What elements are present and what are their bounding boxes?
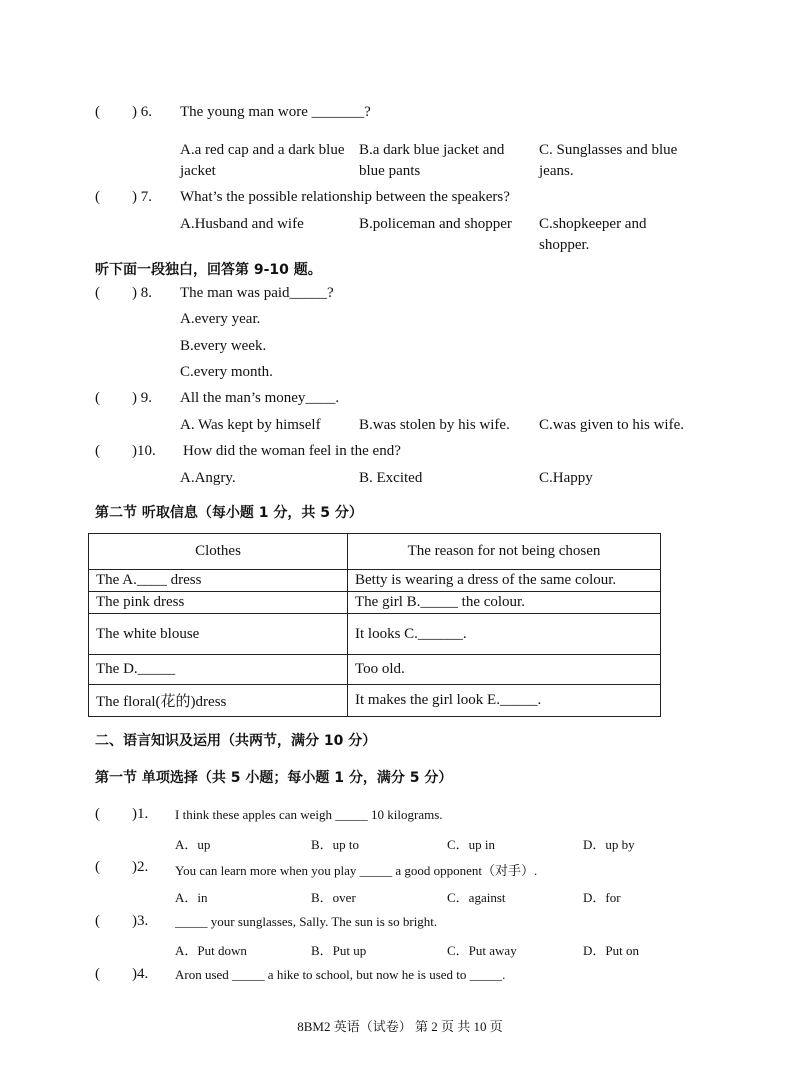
mc3-option-a: A．Put down [175,943,247,958]
mc1-option-d: D．up by [583,837,635,852]
monologue-instruction: 听下面一段独白，回答第 9-10 题。 [95,262,322,278]
q8-paren-open: ( [95,285,100,301]
mc2-question: You can learn more when you play _____ a good opponent（对手）. [175,863,538,878]
mc4-question: Aron used _____ a hike to school, but now he is used to _____. [175,967,506,982]
q10-number: )10. [132,443,156,459]
mc2-option-c: C．against [447,890,506,905]
section2-title: 第二节 听取信息（每小题 1 分，共 5 分） [95,505,363,521]
mc1-option-a: A．up [175,837,211,852]
q9-option-b: B.was stolen by his wife. [359,417,510,433]
q6-paren-open: ( [95,104,100,120]
table-row [89,592,661,614]
part2-section1-title: 第一节 单项选择（共 5 小题；每小题 1 分，满分 5 分） [95,770,453,786]
mc1-paren-open: ( [95,806,100,822]
mc2-option-a: A．in [175,890,208,905]
page-footer: 8BM2 英语（试卷） 第 2 页 共 10 页 [297,1019,503,1034]
mc2-option-b: B．over [311,890,356,905]
q6-question: The young man wore _______? [180,104,371,120]
table-cell: Too old. [348,655,661,685]
q9-number: ) 9. [132,390,152,406]
table-row [89,614,661,655]
q7-paren-open: ( [95,189,100,205]
q7-option-b: B.policeman and shopper [359,216,512,232]
q8-number: ) 8. [132,285,152,301]
table-cell: The A.____ dress [89,570,348,592]
mc3-option-c: C．Put away [447,943,517,958]
q7-number: ) 7. [132,189,152,205]
q7-option-c: C.shopkeeper and shopper. [539,216,647,253]
mc4-number: )4. [132,966,149,982]
table-header-row [89,534,661,570]
q6-option-b: B.a dark blue jacket and blue pants [359,142,505,179]
q10-option-b: B. Excited [359,470,423,486]
q10-paren-open: ( [95,443,100,459]
table-row [89,685,661,717]
table-cell: It looks C.______. [348,614,661,655]
info-table [88,533,661,717]
mc4-paren-open: ( [95,966,100,982]
mc1-question: I think these apples can weigh _____ 10 kilograms. [175,807,443,822]
mc3-option-b: B．Put up [311,943,367,958]
mc1-option-b: B．up to [311,837,360,852]
table-cell: The girl B._____ the colour. [348,592,661,614]
mc2-option-d: D．for [583,890,621,905]
q7-question: What’s the possible relationship between the speakers? [180,189,510,205]
part2-title: 二、语言知识及运用（共两节，满分 10 分） [95,733,377,749]
table-cell: The pink dress [89,592,348,614]
mc3-option-d: D．Put on [583,943,639,958]
table-header-reason: The reason for not being chosen [348,534,661,570]
q8-question: The man was paid_____? [180,285,334,301]
table-row [89,655,661,685]
q8-option-c: C.every month. [180,364,273,380]
q7-option-a: A.Husband and wife [180,216,304,232]
table-cell: The white blouse [89,614,348,655]
q9-option-c: C.was given to his wife. [539,417,684,433]
table-cell: Betty is wearing a dress of the same colour. [348,570,661,592]
table-header-clothes: Clothes [89,534,348,570]
q8-option-a: A.every year. [180,311,261,327]
q9-question: All the man’s money____. [180,390,340,406]
q10-option-c: C.Happy [539,470,593,486]
table-cell: It makes the girl look E._____. [348,685,661,717]
mc1-option-c: C．up in [447,837,496,852]
mc3-number: )3. [132,913,149,929]
q9-option-a: A. Was kept by himself [180,417,321,433]
q6-number: ) 6. [132,104,152,120]
table-cell: The floral(花的)dress [89,685,348,717]
mc3-paren-open: ( [95,913,100,929]
table-row [89,570,661,592]
mc3-question: _____ your sunglasses, Sally. The sun is so bright. [175,914,438,929]
q6-option-c: C. Sunglasses and blue jeans. [539,142,678,179]
q8-option-b: B.every week. [180,338,267,354]
mc1-number: )1. [132,806,149,822]
mc2-paren-open: ( [95,859,100,875]
q10-question: How did the woman feel in the end? [183,443,401,459]
q9-paren-open: ( [95,390,100,406]
q6-option-a: A.a red cap and a dark blue jacket [180,142,345,179]
mc2-number: )2. [132,859,149,875]
q10-option-a: A.Angry. [180,470,236,486]
table-cell: The D._____ [89,655,348,685]
